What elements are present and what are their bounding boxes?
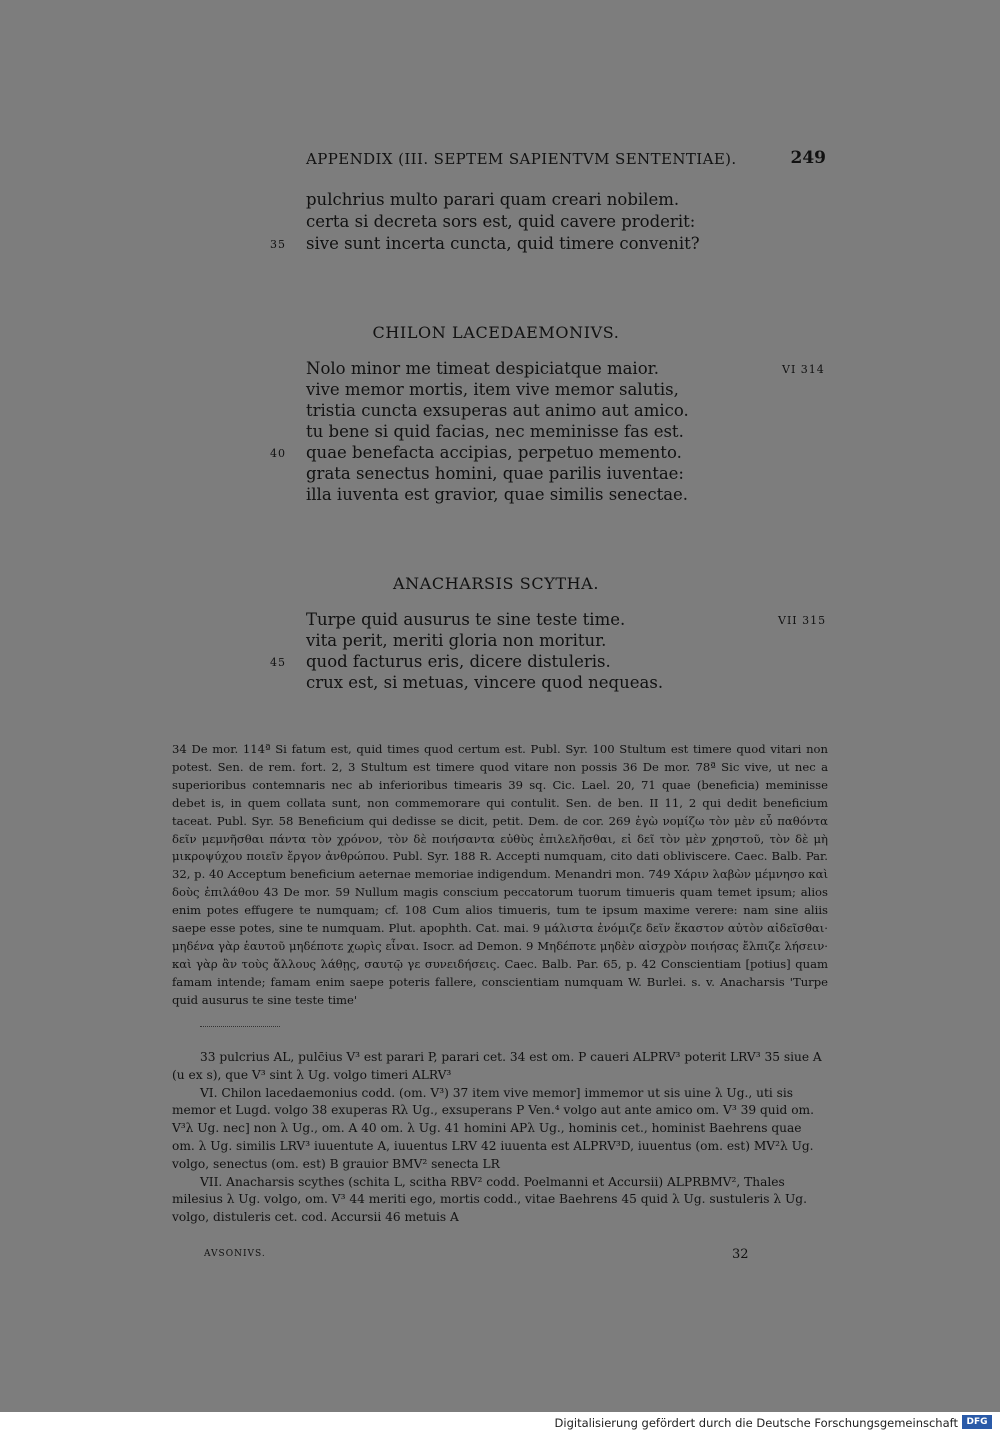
signature-number: 32 (732, 1247, 749, 1262)
apparatus-entry: 33 pulcrius AL, pulc̄ius V³ est parari P, parari cet. 34 est om. P caueri ALPRV³ poterit LRV³ 35 siue A (u ex s), que V³ sint λ Ug. volgo timeri ALRV³ (172, 1050, 822, 1082)
verse-line: tristia cuncta exsuperas aut animo aut amico. (306, 401, 689, 420)
critical-apparatus (172, 1049, 828, 1227)
dfg-logo-icon: DFG (962, 1415, 992, 1429)
notes-text: 34 De mor. 114ª Si fatum est, quid times quod certum est. Publ. Syr. 100 Stultum est timere quod vitari non potest. Sen. de rem. fort. 2, 3 Stultum est timere quod vitare non possis 36 De mor. 78ª Sic vive, ut nec a superioribus contemnaris nec ab inferioribus timearis 39 sq. Cic. Lael. 20, 71 quae (beneficia) meminisse debet is, in quem collata sunt, non commemorare qui contulit. Sen. de ben. II 11, 2 qui dedit beneficium taceat. Publ. Syr. 58 Beneficium qui dedisse se dicit, petit. Dem. de cor. 269 ἐγὼ νομίζω τὸν μὲν εὖ παθόντα δεῖν μεμνῆσθαι πάντα τὸν χρόνον, τὸν δὲ ποιήσαντα εὐθὺς ἐπιλελῆσθαι, εἰ δεῖ τὸν μὲν χρηστοῦ, τὸν δὲ μὴ μικροψύχου ποιεῖν ἔργον ἀνθρώπου. Publ. Syr. 188 R. Accepti numquam, cito dati obliviscere. Caec. Balb. Par. 32, p. 40 Acceptum beneficium aeternae memoriae indigendum. Menandri mon. 749 Χάριν λαβὼν μέμνησο καὶ δοὺς ἐπιλάθου 43 De mor. 59 Nullum magis conscium peccatorum tuorum timueris quam temet ipsum; alios enim potes effugere te numquam; cf. 108 Cum alios timueris, tum te ipsum maxime verere: nam sine aliis saepe esse potes, sine te numquam. Plut. apophth. Cat. mai. 9 μάλιστα ἐνόμιζε δεῖν ἕκαστον αὐτὸν αἰδεῖσθαι· μηδένα γὰρ ἑαυτοῦ μηδέποτε χωρὶς εἶναι. Isocr. ad Demon. 9 Μηδέποτε μηδὲν αἰσχρὸν ποιήσας ἔλπιζε λήσειν· καὶ γὰρ ἂν τοὺς ἄλλους λάθῃς, σαυτῷ γε συνειδήσεις. Caec. Balb. Par. 65, p. 42 Conscientiam [potius] quam famam intende; famam enim saepe poteris fallere, conscientiam numquam W. Burlei. s. v. Anacharsis 'Turpe quid ausurus te sine teste time' (172, 742, 828, 1007)
page-header (306, 148, 826, 172)
verse-line: sive sunt incerta cuncta, quid timere convenit? (306, 234, 700, 253)
line-number: 40 (270, 447, 286, 460)
running-head: APPENDIX (III. SEPTEM SAPIENTVM SENTENTIAE). (306, 150, 737, 168)
source-reference: VII 315 (778, 614, 827, 627)
funding-credit: Digitalisierung gefördert durch die Deutsche Forschungsgemeinschaft (554, 1416, 958, 1430)
verse-line: illa iuventa est gravior, quae similis senectae. (306, 485, 689, 504)
page-number: 249 (790, 148, 826, 168)
section-heading-anacharsis: ANACHARSIS SCYTHA. (392, 574, 600, 593)
credit-bar (0, 1412, 1000, 1434)
verse-line: pulchrius multo parari quam creari nobilem. (306, 190, 680, 209)
verse-line: vita perit, meriti gloria non moritur. (306, 631, 607, 650)
signature-mark: AVSONIVS. (204, 1249, 266, 1259)
source-notes (172, 741, 828, 1010)
verse-line: quae benefacta accipias, perpetuo memento. (306, 443, 682, 462)
section-heading-chilon: CHILON LACEDAEMONIVS. (372, 323, 620, 342)
verse-line: crux est, si metuas, vincere quod nequeas. (306, 673, 664, 692)
apparatus-entry: VII. Anacharsis scythes (schita L, scitha RBV² codd. Poelmanni et Accursii) ALPRBMV², Thales milesius λ Ug. volgo, om. V³ 44 meriti ego, mortis codd., vitae Baehrens 45 quid λ Ug. sustuleris λ Ug. volgo, distuleris cet. cod. Accursii 46 metuis A (172, 1174, 807, 1225)
source-reference: VI 314 (782, 363, 825, 376)
verse-line: Nolo minor me timeat despiciatque maior. (306, 359, 659, 378)
apparatus-entry: VI. Chilon lacedaemonius codd. (om. V³) 37 item vive memor] immemor ut sis uine λ Ug., uti sis memor et Lugd. volgo 38 exuperas Rλ Ug., exsuperans P Ven.⁴ volgo aut ante amico om. V³ 39 quid om. V³λ Ug. nec] non λ Ug., om. A 40 om. λ Ug. 41 homini APλ Ug., hominis cet., hominist Baehrens quae om. λ Ug. similis LRV³ iuuentute A, iuuentus LRV 42 iuuenta est ALPRV³D, iuuentus (om. est) MV²λ Ug. volgo, senectus (om. est) B grauior BMV² senecta LR (172, 1085, 814, 1171)
line-number: 45 (270, 656, 286, 669)
line-number: 35 (270, 238, 286, 251)
verse-line: vive memor mortis, item vive memor salutis, (306, 380, 679, 399)
verse-line: quod facturus eris, dicere distuleris. (306, 652, 611, 671)
verse-line: certa si decreta sors est, quid cavere proderit: (306, 212, 696, 231)
divider (200, 1026, 280, 1027)
verse-line: Turpe quid ausurus te sine teste time. (306, 610, 626, 629)
verse-line: tu bene si quid facias, nec meminisse fas est. (306, 422, 684, 441)
verse-line: grata senectus homini, quae parilis iuventae: (306, 464, 684, 483)
